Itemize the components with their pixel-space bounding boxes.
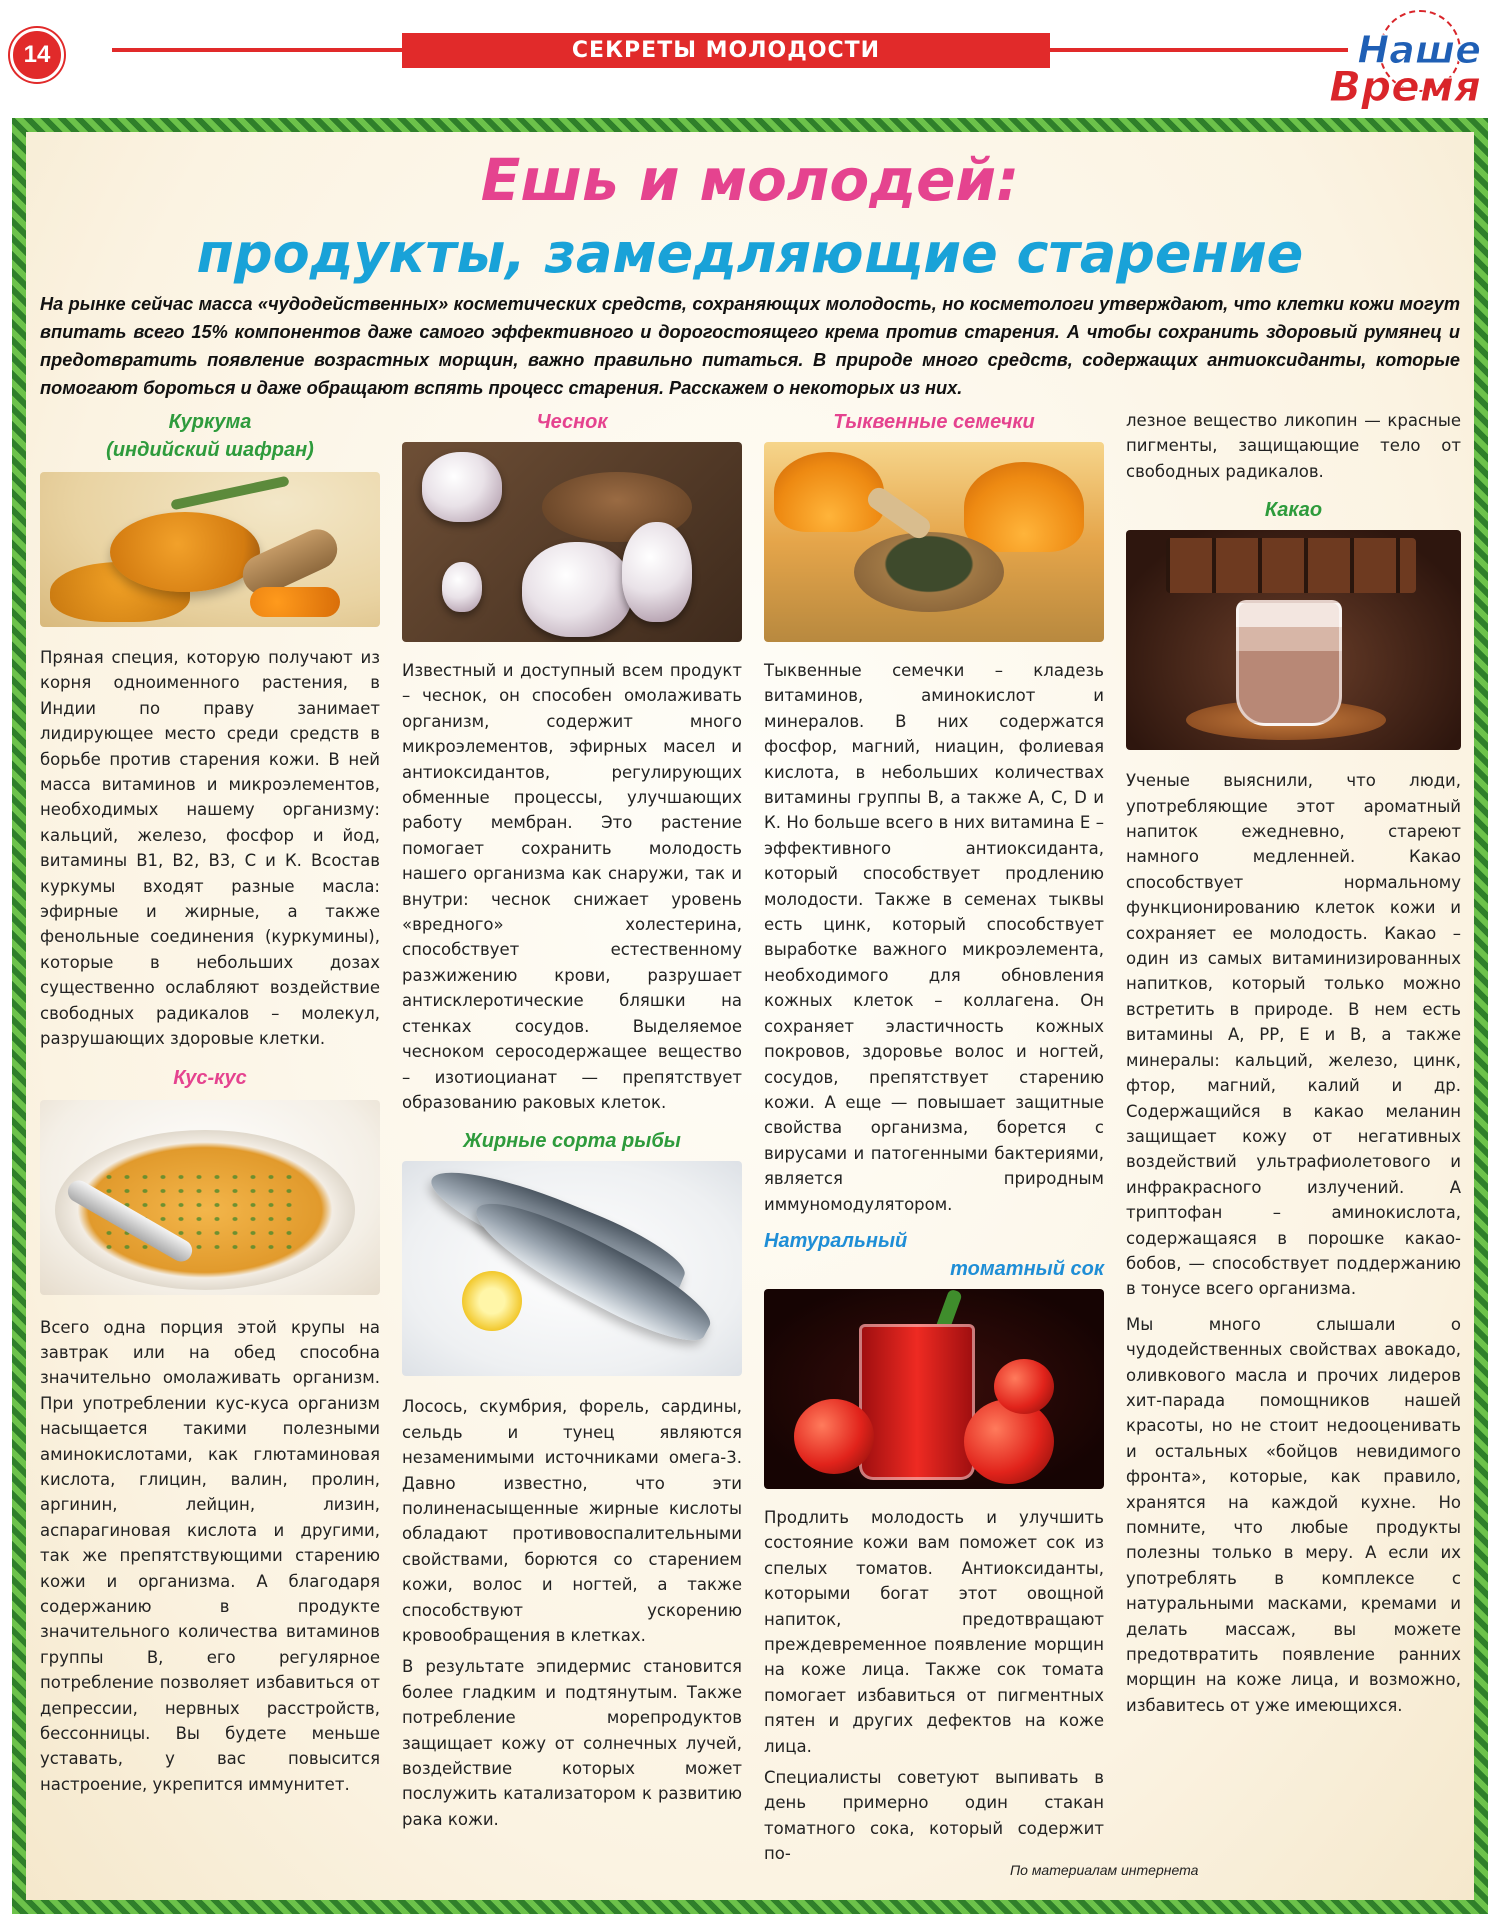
column-2 <box>402 408 742 1832</box>
couscous-heading: Кус-кус <box>173 1066 247 1089</box>
couscous-text: Всего одна порция этой крупы на завтрак или на обед способна значительно омолаживать организм. При употреблении кус-куса организм насыщается такими полезными аминокислотами, как глютаминовая кислота, глицин, валин, пролин, аргинин, лейцин, лизин, аспарагиновая кислота и другими, так же препятствующими старению кожи и организма. А благодаря содержанию в продукте значительного количества витаминов группы В, его регулярное потребление позволяет избавиться от депрессии, нервных расстройств, бессонницы. Вы будете меньше уставать, у вас повысится настроение, укрепится иммунитет. <box>40 1317 380 1794</box>
fish-text-1: Лосось, скумбрия, форель, сардины, сельдь и тунец являются незаменимыми источниками омега-3. Давно известно, что эти полиненасыщенные жирные кислоты обладают противовоспалительными свойствами, борются со старением кожи, волос и ногтей, а также способствуют ускорению кровообращения в клетках. <box>402 1397 742 1645</box>
article-title-line1: Ешь и молодей: <box>480 146 1020 214</box>
cocoa-photo <box>1126 530 1461 750</box>
column-3 <box>764 408 1104 1867</box>
fish-photo <box>402 1161 742 1376</box>
tomato-juice-text-1: Продлить молодость и улучшить состояние кожи вам поможет сок из спелых томатов. Антиоксиданты, которыми богат этот овощной напиток, предотвращают преждевременное появление морщин на коже лица. Также сок томата помогает избавиться от пигментных пятен и других дефектов на коже лица. <box>764 1507 1104 1756</box>
article-frame <box>12 118 1488 1914</box>
garlic-heading: Чеснок <box>536 411 608 433</box>
newspaper-logo <box>1329 6 1485 111</box>
pumpkin-seeds-photo <box>764 442 1104 642</box>
cocoa-text-2: Мы много слышали о чудодейственных свойствах авокадо, оливкового масла и прочих лидеров хит-парада помощников нашей красоты, но не стоит недооценивать и остальных «бойцов невидимого фронта», которые, как правило, хранятся на каждой кухне. Но помните, что любые продукты полезны только в меру. А если их употреблять в комплексе с натуральными масками, кремами и делать массаж, вы можете предотвратить появление ранних морщин на коже лица, и возможно, избавитесь от уже имеющихся. <box>1126 1314 1461 1715</box>
couscous-photo <box>40 1100 380 1295</box>
page-header <box>0 0 1500 110</box>
article-lead: На рынке сейчас масса «чудодейственных» косметических средств, сохраняющих молодость, но косметологи утверждают, что клетки кожи могут впитать всего 15% компонентов даже самого эффективного и дорогостоящего крема против старения. А чтобы сохранить здоровый румянец и предотвратить появление возрастных морщин, важно правильно питаться. В природе много средств, содержащих антиоксиданты, которые помогают бороться и даже обращают вспять процесс старения. Расскажем о некоторых из них. <box>40 294 1460 398</box>
article-body <box>26 132 1474 1900</box>
tomato-juice-heading: Натуральный томатный сок <box>764 1229 1104 1280</box>
cocoa-text-1: Ученые выяснили, что люди, употребляющие этот ароматный напиток ежедневно, стареют намного медленней. Какао способствует нормальному функционированию клеток кожи и сохраняет ее молодость. Какао – один из самых витаминизированных напитков, который только можно встретить в природе. В нем есть витамины А, РР, Е и В, а также минералы: кальций, железо, цинк, фтор, магний, калий и др. Содержащийся в какао меланин защищает кожу от негативных воздействий ультрафиолетового и инфракрасного излучений. А триптофан – аминокислота, содержащаяся в порошке какао-бобов, — способствует поддержанию в тонусе всего организма. <box>1126 771 1461 1299</box>
column-1 <box>40 408 380 1797</box>
section-title: СЕКРЕТЫ МОЛОДОСТИ <box>402 33 1050 68</box>
fish-text-2: В результате эпидермис становится более гладким и подтянутым. Также потребление морепродуктов защищает кожу от солнечных лучей, воздействие которых может послужить катализатором к развитию рака кожи. <box>402 1657 742 1829</box>
column-4 <box>1126 408 1461 1718</box>
cocoa-heading: Какао <box>1264 499 1323 522</box>
logo-word-1: Наше <box>1357 28 1481 72</box>
fish-heading: Жирные сорта рыбы <box>463 1130 681 1153</box>
turmeric-text: Пряная специя, которую получают из корня одноименного растения, в Индии по праву занимает лидирующее место среди средств в борьбе против старения кожи. В ней масса витаминов и микроэлементов, необходимых нашему организму: кальций, железо, фосфор и йод, витамины В1, В2, В3, С и К. Всостав куркумы входят разные масла: эфирные и жирные, а также фенольные соединения (куркумины), которые в небольших дозах существенно ослабляют воздействие свободных радикалов – молекул, разрушающих здоровые клетки. <box>40 648 380 1049</box>
tomato-juice-continued: лезное вещество ликопин — красные пигменты, защищающие тело от свободных радикалов. <box>1126 411 1461 481</box>
source-credit: По материалам интернета <box>1010 1862 1199 1878</box>
logo-word-2: Время <box>1329 62 1481 111</box>
pumpkin-seeds-heading: Тыквенные семечки <box>833 411 1035 433</box>
page-number-badge: 14 <box>10 28 64 82</box>
garlic-text: Известный и доступный всем продукт – чеснок, он способен омолаживать организм, содержит много микроэлементов, эфирных масел и антиоксидантов, регулирующих обменные процессы, улучшающих работу мембран. Это растение помогает сохранить молодость нашего организма как снаружи, так и внутри: чеснок снижает уровень «вредного» холестерина, способствует естественному разжижению крови, разрушает антисклеротические бляшки на стенках сосудов. Выделяемое чесноком серосодержащее вещество – изотиоцианат — препятствует образованию раковых клеток. <box>402 661 742 1112</box>
article-title-line2: продукты, замедляющие старение <box>196 222 1304 285</box>
pumpkin-seeds-text: Тыквенные семечки – кладезь витаминов, аминокислот и минералов. В них содержатся фосфор, магний, ниацин, фолиевая кислота, в небольших количествах витамины группы В, а также А, С, D и К. Но больше всего в них витамина Е – эффективного антиоксиданта, который способствует продлению молодости. Также в семенах тыквы есть цинк, который способствует выработке важного микроэлемента, необходимого для обновления кожных клеток – коллагена. Он сохраняет эластичность кожных покровов, здоровье волос и ногтей, сосудов, препятствует старению кожи. А еще — повышает защитные свойства организма, борется с вирусами и патогенными бактериями, является природным иммуномодулятором. <box>764 661 1104 1214</box>
turmeric-photo <box>40 472 380 627</box>
garlic-photo <box>402 442 742 642</box>
turmeric-heading: Куркума (индийский шафран) <box>106 411 314 461</box>
tomato-juice-text-2: Специалисты советуют выпивать в день примерно один стакан томатного сока, который содержит по- <box>764 1768 1104 1864</box>
tomato-juice-photo <box>764 1289 1104 1489</box>
